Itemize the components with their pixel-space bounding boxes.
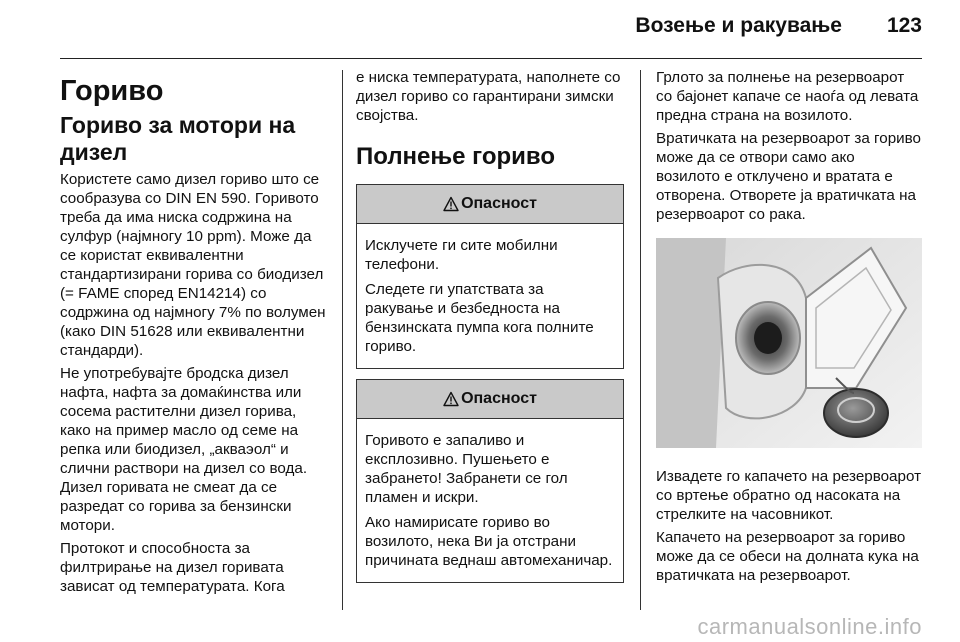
warning-title: Опасност (461, 390, 537, 407)
paragraph: Вратичката на резервоарот за гориво може да се отвори само ако возилото е отклучено и вратата е отворена. Отворете ја вратичката на резервоарот со рака. (656, 130, 921, 223)
column-left (60, 68, 328, 600)
warning-title: Опасност (461, 195, 537, 212)
watermark: carmanualsonline.info (697, 614, 922, 639)
subsection-heading: Гориво за мотори на дизел (60, 112, 296, 165)
paragraph: Протокот и способноста за филтрирање на дизел горивата зависат од температурата. Кога (60, 540, 285, 595)
warning-header (357, 380, 623, 419)
warning-triangle-icon (443, 391, 459, 407)
column-divider (342, 70, 343, 610)
warning-box (356, 184, 624, 369)
paragraph: Грлото за полнење на резервоарот со бајонет капаче се наоѓа од левата предна страна на возилото. (656, 69, 919, 124)
paragraph: Капачето на резервоарот за гориво може да се обеси на долната кука на вратичката на резервоарот. (656, 529, 919, 584)
paragraph: Горивото е запаливо и експлозивно. Пушењето е забрането! Забранети се гол пламен и искри. (365, 432, 568, 506)
section-heading: Полнење гориво (356, 143, 556, 170)
page-number: 123 (886, 14, 922, 37)
paragraph: Не употребувајте бродска дизел нафта, нафта за домаќинства или сосема растителни дизел горива, како на пример масло од семе на репка или биодизел, „акваэол“ и слични раствори на дизел со вода. Дизел горивата не смеат да се разредат со горива за бензински мотори. (60, 365, 308, 534)
paragraph: Следете ги упатствата за ракување и безбедноста на бензинската пумпа кога полните гориво. (365, 281, 594, 355)
header-title: Возење и ракување (635, 14, 842, 37)
paragraph: е ниска температурата, наполнете со дизел гориво со гарантирани зимски својства. (356, 69, 621, 124)
warning-body (357, 419, 623, 582)
section-heading: Гориво (60, 75, 164, 107)
header-divider (60, 58, 922, 59)
warning-box (356, 379, 624, 583)
paragraph: Ако намирисате гориво во возилото, нека Ви ја отстрани причината веднаш автомеханичар. (365, 514, 613, 569)
warning-triangle-icon (443, 196, 459, 212)
paragraph: Исклучете ги сите мобилни телефони. (365, 237, 558, 273)
warning-body (357, 224, 623, 368)
column-divider (640, 70, 641, 610)
paragraph: Извадете го капачето на резервоарот со вртење обратно од насоката на стрелките на часовникот. (656, 468, 922, 523)
page-header (0, 0, 960, 50)
fuel-filler-photo (656, 238, 922, 448)
column-middle (356, 68, 624, 593)
column-right (656, 68, 922, 589)
warning-header (357, 185, 623, 224)
paragraph: Користете само дизел гориво што се сообразува со DIN EN 590. Горивото треба да има ниска содржина на сулфур (најмногу 10 ppm). Може да се користат еквивалентни стандартизирани горива со биодизел (= FAME според EN14214) со содржина од најмногу 7% по волумен (како DIN 51628 или еквивалентни стандарди). (60, 171, 326, 359)
